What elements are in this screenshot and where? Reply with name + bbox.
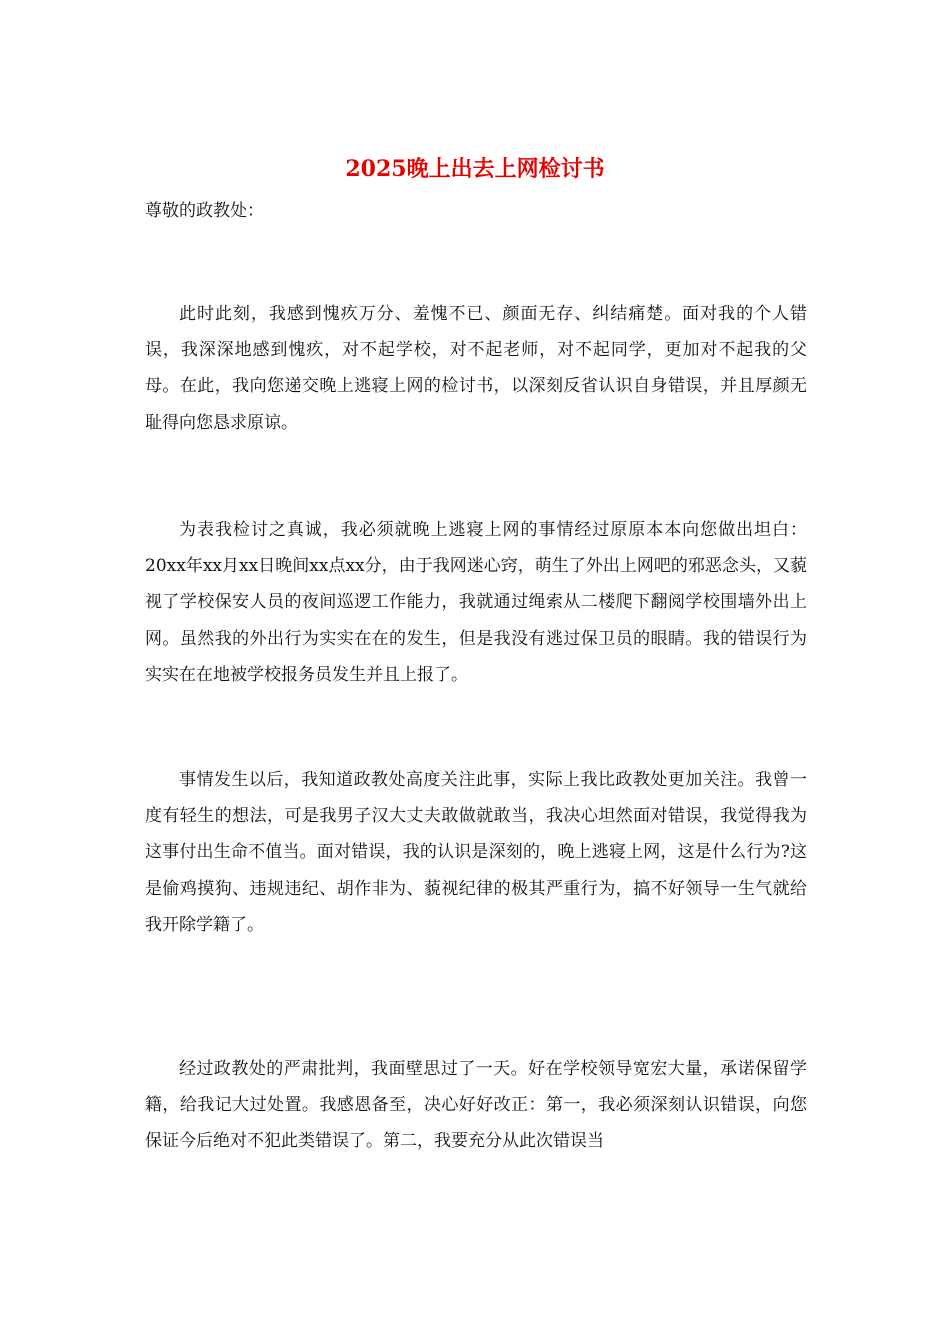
body-paragraph-1: 此时此刻，我感到愧疚万分、羞愧不已、颜面无存、纠结痛楚。面对我的个人错误，我深深地感到愧疚，对不起学校，对不起老师，对不起同学，更加对不起我的父母。在此，我向您递交晚上逃寝上网的检讨书，以深刻反省认识自身错误，并且厚颜无耻得向您恳求原谅。 [145,304,807,433]
body-paragraph-2: 为表我检讨之真诚，我必须就晚上逃寝上网的事情经过原原本本向您做出坦白：20xx年xx月xx日晚间xx点xx分，由于我网迷心窍，萌生了外出上网吧的邪恶念头，又藐视了学校保安人员的夜间巡逻工作能力，我就通过绳索从二楼爬下翻阅学校围墙外出上网。虽然我的外出行为实实在在的发生，但是我没有逃过保卫员的眼睛。我的错误行为实实在在地被学校报务员发生并且上报了。 [145,520,807,685]
body-paragraph-4: 经过政教处的严肃批判，我面壁思过了一天。好在学校领导宽宏大量，承诺保留学籍，给我记大过处置。我感恩备至，决心好好改正：第一，我必须深刻认识错误，向您保证今后绝对不犯此类错误了。第二，我要充分从此次错误当 [145,1059,807,1152]
body-paragraph-3: 事情发生以后，我知道政教处高度关注此事，实际上我比政教处更加关注。我曾一度有轻生的想法，可是我男子汉大丈夫敢做就敢当，我决心坦然面对错误，我觉得我为这事付出生命不值当。面对错误，我的认识是深刻的，晚上逃寝上网，这是什么行为?这是偷鸡摸狗、违规违纪、胡作非为、藐视纪律的极其严重行为，搞不好领导一生气就给我开除学籍了。 [145,770,807,935]
salutation: 尊敬的政教处： [145,201,264,221]
document-title: 2025晚上出去上网检讨书 [345,156,605,182]
